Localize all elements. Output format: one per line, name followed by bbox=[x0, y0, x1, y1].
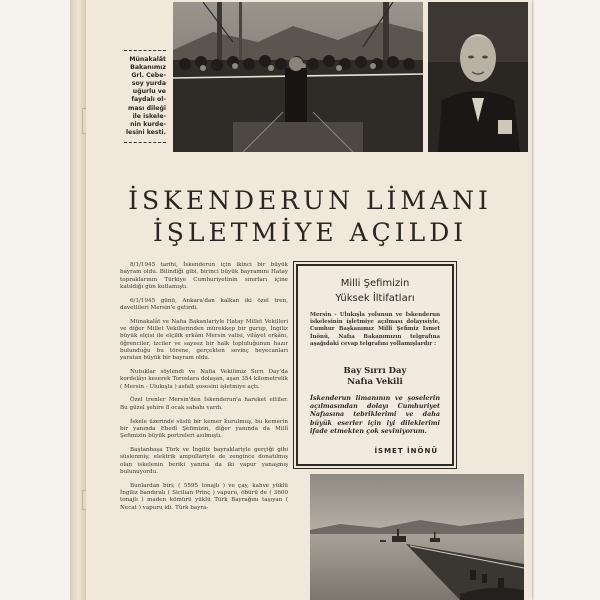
caption-line: Münakalât bbox=[129, 56, 166, 63]
ribbon-cutting-image bbox=[173, 2, 423, 152]
caption-divider-top bbox=[124, 50, 166, 51]
telegram-addressee-title: Nafıa Vekili bbox=[347, 377, 403, 387]
caption-line: uğurlu ve bbox=[132, 88, 166, 96]
box-title: Milli Şefimizin bbox=[340, 278, 410, 289]
telegram-addressee: Bay Sırrı Day bbox=[343, 366, 407, 376]
harbor-image bbox=[310, 474, 524, 600]
caption-line: soy yurda bbox=[131, 80, 166, 88]
ribbon-cutting-photo bbox=[173, 2, 423, 152]
box-intro-text: Mersin - Ulukışla yolunun ve İskenderun iskelesinin işletmiye açılması dolayısiyle, Cumhur Başkanımız Millî Şefimiz İsmet İnönü, Nafıa Bakanımızın telgrafına aşağıdaki cevap telgrafını yollamışlardır : bbox=[310, 312, 440, 347]
telegram-message: İskenderun limanının ve şoselerin açılmasından dolayı Cumhuriyet Nafıasına tebriklerimi ve daha büyük eserler için iyi dileklerimi ifade etmekten çok seviniyorum. bbox=[310, 394, 440, 435]
portrait-photo bbox=[428, 2, 528, 152]
article-paragraph: Nutuklar söylendi ve Nafıa Vekilimiz Sırrı Day'da kordelâyı keserek Toroslara dolaşan, aşan 354 kilometrelik ( Mersin - Ulukışla ) asfalt şosesini işletmiye açtı. bbox=[120, 369, 288, 390]
caption-line: Bakanımız bbox=[130, 64, 166, 72]
caption-divider-bottom bbox=[124, 142, 166, 143]
caption-line: ması dileği bbox=[128, 104, 166, 112]
article-paragraph: İskele üzerinde süslü bir kemer kurulmuş, bu kemerin bir yanında Ebedî Şefimizin, diğer yanında da Millî Şefimizin büyük portreleri asılmıştı. bbox=[120, 418, 288, 440]
caption-line: faydalı ol- bbox=[131, 96, 166, 104]
photo-caption bbox=[120, 56, 166, 137]
article-column bbox=[120, 262, 288, 518]
headline-line-1: İSKENDERUN LİMANI bbox=[128, 186, 492, 215]
article-paragraph: 6/1/1945 günü, Ankara'dan kalkan iki özel tren, davetlileri Mersin'e getirdi. bbox=[120, 297, 288, 311]
headline-line-2: İŞLETMİYE AÇILDI bbox=[152, 218, 468, 247]
caption-line: Grl. Cebe- bbox=[131, 72, 166, 80]
caption-line: lesini kesti. bbox=[125, 128, 166, 136]
article-paragraph: Bunlardan biri; ( 5595 tonajlı ) ve çay, kahve yüklü İngiliz bandıralı ( Sicilian Prinç ) vapuru, öbürü de ( 3600 tonajlı ) maden kömürü yüklü Türk Bayrağını taşıyan ( Necat ) vapuru idi. Türk bayra- bbox=[120, 482, 288, 511]
portrait-image bbox=[428, 2, 528, 152]
box-subtitle: Yüksek İltifatları bbox=[335, 293, 415, 304]
caption-line: nin kurde- bbox=[130, 120, 166, 128]
article-paragraph: Münakalât ve Nafıa Bakanlariyle Hatay Millet Vekilleri ve diğer Millet Vekillerinden mürekkep bir gurup, İngiliz büyük elçisi ile elçilik erkânı Mersin valisi, vilâyet erkânı, öğrenciler, izciler ve sayısız bir halk topluluğunun hazır bulunduğu bu törene, gerçekten sevinç heyecanları yaratan büyük bir bayram oldu. bbox=[120, 318, 288, 362]
article-paragraph: 8/1/1945 tarihi, İskenderun için ikinci bir büyük bayram oldu. Bilindiği gibi, birinci büyük bayramını Hatay topraklarının Türkiye Cumhuriyetinin sınırları içine katıldığı gün kutlamıştı. bbox=[120, 262, 288, 290]
article-paragraph: Özel trenler Mersin'den İskenderun'a hareket ettiler. Bu güzel şehire 8 ocak sabahı vardı. bbox=[120, 397, 288, 411]
caption-line: ile iskele- bbox=[132, 112, 166, 120]
telegram-box bbox=[296, 264, 454, 466]
article-paragraph: Baştanbaşa Türk ve İngiliz bayraklariyle gerçiği gibi süslenmiş; elektrik ampullariyle de zengince donatılmış olan iskelenin beriki yanına da iki vapur yanaşmış bulunuyordu. bbox=[120, 446, 288, 475]
harbor-photo bbox=[310, 474, 524, 600]
telegram-signature: İSMET İNÖNÜ bbox=[374, 447, 438, 455]
